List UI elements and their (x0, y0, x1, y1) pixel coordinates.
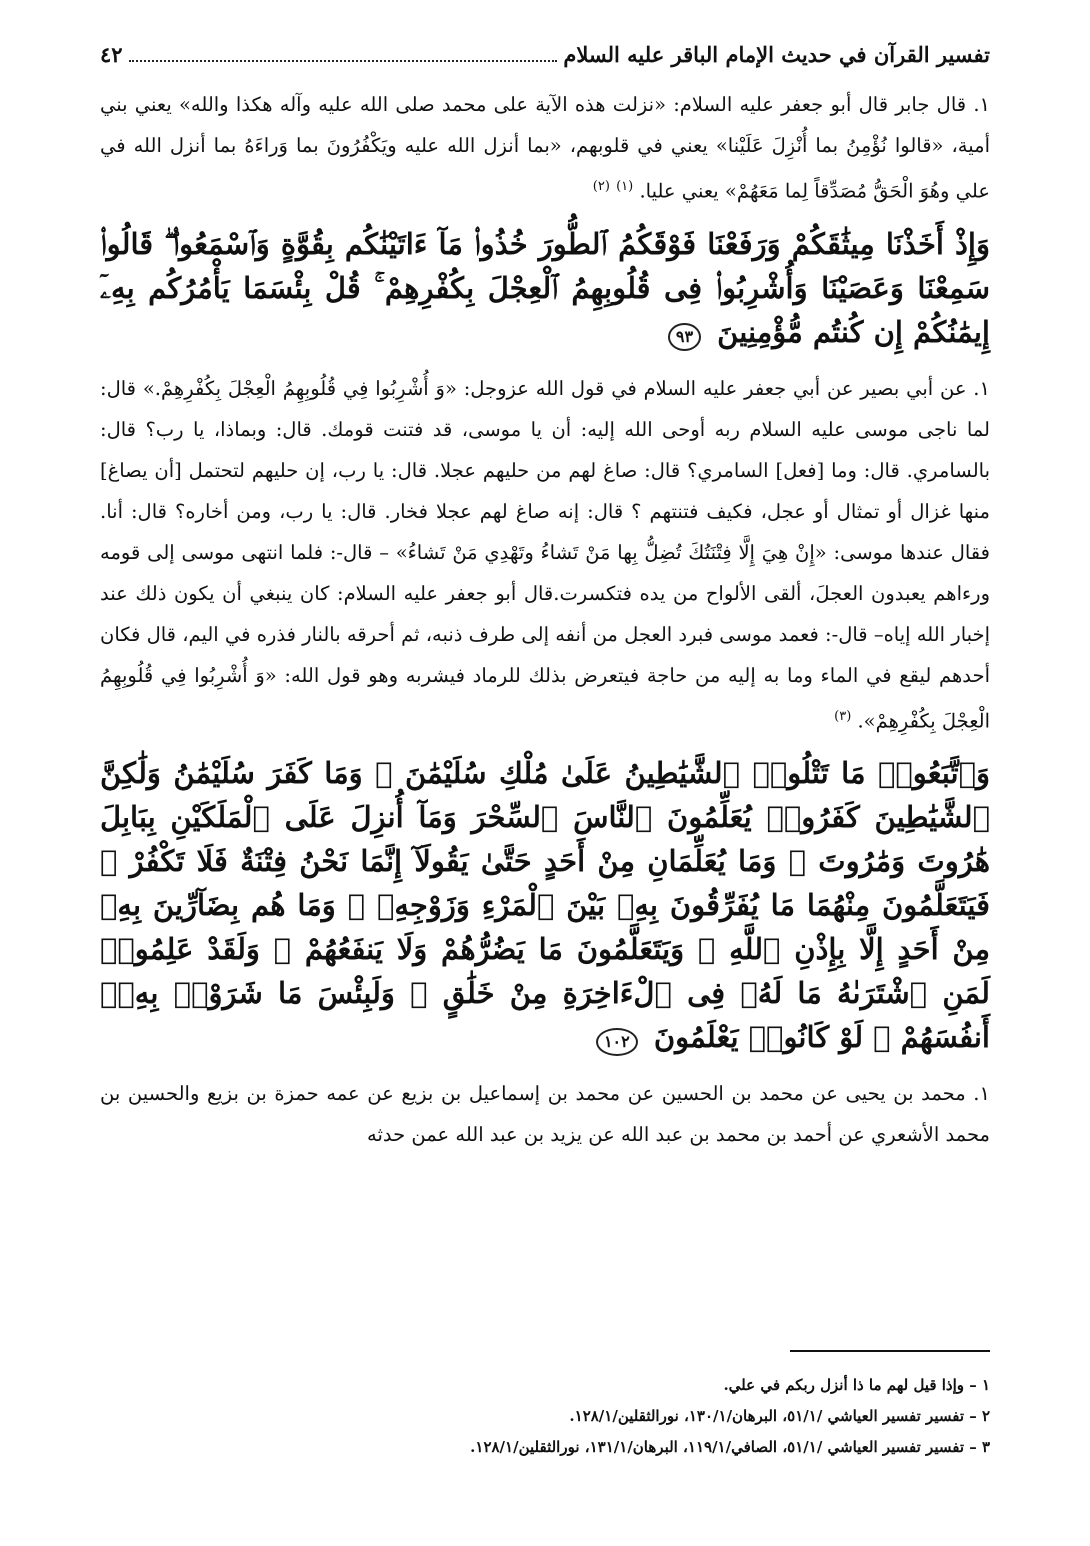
paragraph-1-text: ١. قال جابر قال أبو جعفر عليه السلام: «نزلت هذه الآية على محمد صلى الله عليه وآله هكذا والله» يعني بني أمية، «قالوا نُؤْمِنُ بما أُنْزِلَ عَلَيْنا» يعني في قلوبهم، «بما أنزل الله عليه ويَكْفُرُونَ بما وَراءَهُ بما أنزل الله في علي وهُوَ الْحَقُّ مُصَدِّقاً لِما مَعَهُمْ» يعني عليا. (100, 93, 990, 203)
paragraph-3-text: ١. محمد بن يحيى عن محمد بن الحسين عن محمد بن إسماعيل بن بزيع عن عمه حمزة بن بزيع والحسين بن محمد الأشعري عن أحمد بن محمد بن عبد الله عن يزيد بن عبد الله عمن حدثه (100, 1082, 990, 1146)
quran-verse-102 (100, 751, 990, 1059)
footnote-1: ١ – وإذا قيل لهم ما ذا أنزل ربكم في علي. (723, 1376, 990, 1394)
footnote-3: ٣ – تفسير تفسير العياشي /٥١/١، الصافي/١١٩/١، البرهان/١٣١/١، نورالثقلين/١٢٨/١. (470, 1438, 990, 1456)
page-number: ٤٢ (100, 42, 123, 67)
footnotes (100, 1370, 990, 1463)
quran-verse-93 (100, 222, 990, 354)
footnote-mark-3: (٣) (834, 708, 852, 724)
paragraph-2 (100, 368, 990, 742)
paragraph-2-text: ١. عن أبي بصير عن أبي جعفر عليه السلام في قول الله عزوجل: «وَ أُشْرِبُوا فِي قُلُوبِهِمُ الْعِجْلَ بِكُفْرِهِمْ.» قال: لما ناجى موسى عليه السلام ربه أوحى الله إليه: أن يا موسى، قد فتنت قومك. قال: وبماذا، يا رب؟ قال: بالسامري. قال: وما [فعل] السامري؟ قال: صاغ لهم من حليهم عجلا. قال: يا رب، إن حليهم لتحتمل [أن يصاغ] منها غزال أو تمثال أو عجل، فكيف فتنتهم ؟ قال: إنه صاغ لهم عجلا فخار. قال: يا رب، ومن أخاره؟ قال: أنا. فقال عندها موسى: «إِنْ هِيَ إِلَّا فِتْنَتُكَ تُضِلُّ بِها مَنْ تَشاءُ وتَهْدِي مَنْ تَشاءُ» – قال-: فلما انتهى موسى إلى قومه ورءاهم يعبدون العجلَ، ألقى الألواح من يده فتكسرت.قال أبو جعفر عليه السلام: كان ينبغي أن يكون ذلك عند إخبار الله إياه– قال-: فعمد موسى فبرد العجل من أنفه إلى طرف ذنبه، ثم أحرقه بالنار فذره في اليم، قال فكان أحدهم ليقع في الماء وما به إليه من حاجة فيتعرض بذلك للرماد فيشربه وهو قول الله: «وَ أُشْرِبُوا فِي قُلُوبِهِمُ الْعِجْلَ بِكُفْرِهِمْ». (100, 376, 990, 732)
leader-dots (129, 60, 558, 62)
verse-number-badge: ٩٣ (668, 323, 701, 351)
footnote-separator (790, 1350, 990, 1352)
verse-93-text: وَإِذْ أَخَذْنَا مِيثَٰقَكُمْ وَرَفَعْنَا فَوْقَكُمُ ٱلطُّورَ خُذُوا۟ مَآ ءَاتَيْنَٰكُم بِقُوَّةٍ وَٱسْمَعُوا۟ ۖ قَالُوا۟ سَمِعْنَا وَعَصَيْنَا وَأُشْرِبُوا۟ فِى قُلُوبِهِمُ ٱلْعِجْلَ بِكُفْرِهِمْ ۚ قُلْ بِئْسَمَا يَأْمُرُكُم بِهِۦٓ إِيمَٰنُكُمْ إِن كُنتُم مُّؤْمِنِينَ (100, 226, 990, 349)
footnote-mark-1: (١) (616, 179, 634, 194)
footnote-2: ٢ – تفسير تفسير العياشي /٥١/١، البرهان/١٣٠/١، نورالثقلين/١٢٨/١. (569, 1407, 990, 1425)
paragraph-3 (100, 1073, 990, 1155)
verse-102-text: وَٱتَّبَعُوا۟ مَا تَتْلُوا۟ ٱلشَّيَٰطِينُ عَلَىٰ مُلْكِ سُلَيْمَٰنَ ۖ وَمَا كَفَرَ سُلَيْمَٰنُ وَلَٰكِنَّ ٱلشَّيَٰطِينَ كَفَرُوا۟ يُعَلِّمُونَ ٱلنَّاسَ ٱلسِّحْرَ وَمَآ أُنزِلَ عَلَى ٱلْمَلَكَيْنِ بِبَابِلَ هَٰرُوتَ وَمَٰرُوتَ ۚ وَمَا يُعَلِّمَانِ مِنْ أَحَدٍ حَتَّىٰ يَقُولَآ إِنَّمَا نَحْنُ فِتْنَةٌ فَلَا تَكْفُرْ ۖ فَيَتَعَلَّمُونَ مِنْهُمَا مَا يُفَرِّقُونَ بِهِۦ بَيْنَ ٱلْمَرْءِ وَزَوْجِهِۦ ۚ وَمَا هُم بِضَآرِّينَ بِهِۦ مِنْ أَحَدٍ إِلَّا بِإِذْنِ ٱللَّهِ ۚ وَيَتَعَلَّمُونَ مَا يَضُرُّهُمْ وَلَا يَنفَعُهُمْ ۚ وَلَقَدْ عَلِمُوا۟ لَمَنِ ٱشْتَرَىٰهُ مَا لَهُۥ فِى ٱلْءَاخِرَةِ مِنْ خَلَٰقٍ ۚ وَلَبِئْسَ مَا شَرَوْا۟ بِهِۦٓ أَنفُسَهُمْ ۚ لَوْ كَانُوا۟ يَعْلَمُونَ (100, 756, 990, 1054)
footnote-mark-2: (٢) (592, 179, 610, 194)
paragraph-1 (100, 84, 990, 212)
running-title: تفسير القرآن في حديث الإمام الباقر عليه السلام (563, 42, 990, 67)
verse-number-badge: ١٠٢ (596, 1028, 638, 1056)
running-header (100, 42, 990, 82)
